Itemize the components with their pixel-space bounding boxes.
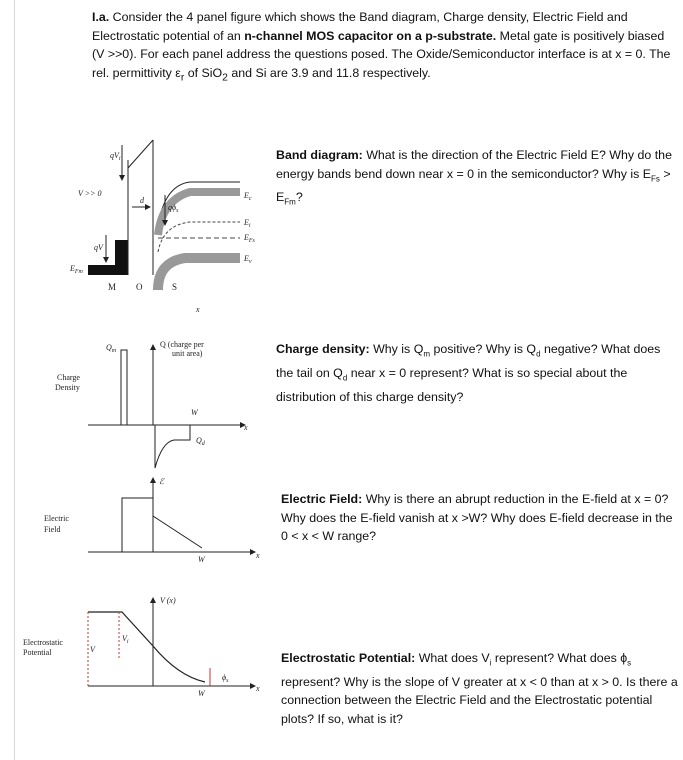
conduction-band-fill (158, 192, 240, 235)
field-label-1: Electric (44, 514, 69, 523)
question-text: negative? What does the tail on Q (276, 342, 661, 380)
sub: m (423, 349, 431, 359)
potential-axis-label: V (x) (160, 596, 176, 605)
d-label: d (140, 196, 144, 205)
potential-label-1: Electrostatic (23, 638, 63, 647)
potential-w-label: W (198, 689, 205, 698)
qm-label: $Q_m$ (106, 343, 117, 354)
question-text: Why is there an abrupt reduction in the E-field at x = 0? Why does the E-field vanish at x >W? Why does E-field decrease in the 0 < x < W range? (281, 492, 673, 543)
metal-block (115, 240, 128, 275)
question-text: ? (295, 190, 303, 205)
field-profile (122, 498, 202, 552)
oxide-band (128, 140, 153, 168)
potential-panel (23, 596, 260, 698)
question-text: positive? Why is Q (430, 342, 537, 356)
ev-label: $E_v$ (244, 254, 252, 265)
potential-x-label: x (256, 684, 260, 693)
question-title: Charge density: (276, 342, 370, 356)
charge-x-label: x (244, 423, 248, 432)
semiconductor-label: S (172, 282, 178, 292)
question-text: Why is Q (369, 342, 424, 356)
potential-profile (88, 612, 205, 682)
metal-label: M (108, 282, 117, 292)
charge-axis-label-2: unit area) (172, 349, 203, 358)
potential-label-2: Potential (23, 648, 52, 657)
field-axis-label: ℰ (159, 477, 164, 486)
electric-field-panel (44, 477, 260, 564)
question-title: Band diagram: (276, 148, 363, 162)
charge-density-panel (55, 340, 248, 468)
ec-label: $E_c$ (244, 191, 252, 202)
band-diagram-panel (69, 140, 256, 314)
sub: d (536, 349, 541, 359)
charge-label-1: Charge (57, 373, 80, 382)
qd-distribution (155, 425, 190, 468)
sub: s (627, 658, 632, 668)
efs-label: $E_{Fs}$ (244, 233, 255, 244)
problem-label: I.a. (92, 10, 110, 24)
question-title: Electric Field: (281, 492, 363, 506)
band-x-label: x (196, 305, 200, 314)
question-text: near x = 0 represent? What is so special about the distribution of this charge density? (276, 365, 628, 404)
qv-label: qV (94, 243, 103, 252)
v-label: V (90, 645, 95, 654)
intro-sub: r (180, 72, 185, 84)
ei-label: $E_i$ (244, 218, 251, 229)
charge-axis-label-1: Q (charge per (160, 340, 204, 349)
intro-text: Consider the 4 panel figure which shows the Band diagram, Charge density, Electric Field and Electrostatic potential of an (92, 10, 628, 43)
intro-text-4: and Si are 3.9 and 11.8 respectively. (227, 65, 431, 80)
vi-label: $V_i$ (122, 634, 129, 645)
question-text: What does V (415, 651, 490, 665)
intro-bold: n-channel MOS capacitor on a p-substrate. (244, 28, 497, 43)
charge-w-label: W (191, 408, 198, 417)
sub: i (489, 658, 492, 668)
field-x-label: x (256, 551, 260, 560)
bias-label: V >> 0 (78, 189, 102, 198)
question-title: Electrostatic Potential: (281, 651, 416, 665)
phis-label: $\phi_s$ (222, 673, 229, 684)
field-w-label: W (198, 555, 205, 564)
efm-label: $E_{Fm}$ (70, 264, 83, 275)
field-label-2: Field (44, 525, 61, 534)
charge-label-2: Density (55, 383, 80, 392)
question-text: represent? What does ϕ (491, 651, 628, 665)
question-text: represent? Why is the slope of V greater at x < 0 than at x > 0. Is there a connection between the Electric Field and the Electrostatic potential plots? If so, what is it? (281, 674, 678, 726)
sub: Fs (651, 173, 660, 183)
intro-sub-2: 2 (222, 72, 228, 84)
question-text: What is the direction of the Electric Field E? Why do the energy bands bend down near x = 0 in the semiconductor? Why is E (276, 148, 672, 181)
valence-band (158, 258, 240, 290)
qphis-label: $q\phi_s$ (168, 203, 179, 214)
oxide-label: O (136, 282, 143, 292)
qvi-label: $qV_i$ (110, 151, 121, 162)
intro-text-2: Metal gate is positively biased (V >>0). For each panel address the questions posed. The Oxide/Semiconductor interface is at x = 0. The rel. permittivity ε (92, 28, 671, 80)
intro-text-3: of SiO (184, 65, 223, 80)
sub: d (342, 373, 348, 383)
qd-label: $Q_d$ (196, 436, 205, 447)
qm-bar (121, 350, 127, 425)
sub: Fm (284, 197, 296, 207)
question-text: > E (276, 166, 671, 205)
intrinsic-level (158, 222, 240, 252)
